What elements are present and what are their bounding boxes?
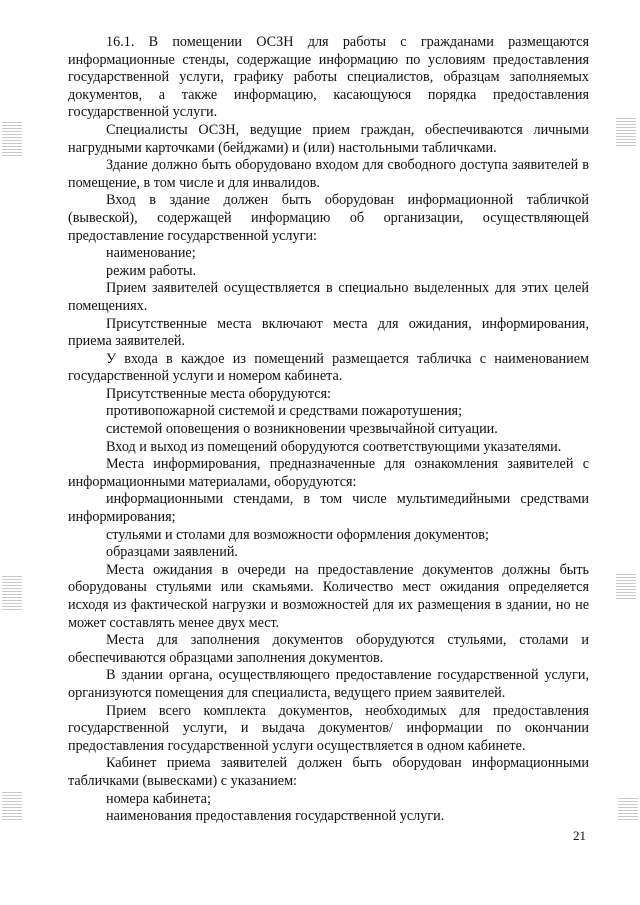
paragraph-info-places: Места информирования, предназначенные для ознакомления заявителей с информационными материалами, оборудуются:	[68, 456, 589, 490]
scan-artifact	[616, 118, 636, 148]
scan-artifact	[2, 122, 22, 158]
paragraph-reception-rooms: Прием заявителей осуществляется в специально выделенных для этих целей помещениях.	[68, 280, 589, 314]
paragraph-specialist-rooms: В здании органа, осуществляющего предоставление государственной услуги, организуются помещения для специалиста, ведущего прием заявителей.	[68, 667, 589, 701]
list-item: режим работы.	[106, 262, 197, 279]
paragraph-exits: Вход и выход из помещений оборудуются соответствующими указателями.	[106, 438, 562, 455]
scan-artifact	[2, 792, 22, 822]
paragraph-info-stands: информационными стендами, в том числе мультимедийными средствами информирования;	[68, 491, 589, 526]
list-item: номера кабинета;	[106, 790, 211, 807]
list-item: стульями и столами для возможности оформления документов;	[106, 526, 489, 543]
paragraph-filling-places: Места для заполнения документов оборудуются стульями, столами и обеспечиваются образцами заполнения документов.	[68, 632, 589, 666]
paragraph-entrance-sign: Вход в здание должен быть оборудован информационной табличкой (вывеской), содержащей информацию об организации, осуществляющей предоставление государственной услуги:	[68, 192, 589, 244]
paragraph-one-office: Прием всего комплекта документов, необходимых для предоставления государственной услуги, и выдача документов/ информации по окончании предоставления государственной услуги осуществляется в одном кабинете.	[68, 702, 589, 754]
paragraph-waiting-places: Места ожидания в очереди на предоставление документов должны быть оборудованы стульями или скамьями. Количество мест ожидания определяется исходя из фактической нагрузки и возможностей для их размещения в здании, но не может составлять менее двух мест.	[68, 561, 589, 631]
paragraph-office-signs: Кабинет приема заявителей должен быть оборудован информационными табличками (вывесками) с указанием:	[68, 755, 589, 789]
document-body	[68, 34, 589, 826]
paragraph-public-places: Присутственные места включают места для ожидания, информирования, приема заявителей.	[68, 315, 589, 350]
scan-artifact	[616, 574, 636, 600]
list-item: системой оповещения о возникновении чрезвычайной ситуации.	[106, 421, 498, 438]
list-item: противопожарной системой и средствами пожаротушения;	[106, 403, 463, 420]
paragraph-badges: Специалисты ОСЗН, ведущие прием граждан, обеспечиваются личными нагрудными карточками (бейджами) и (или) настольными табличками.	[68, 121, 589, 156]
list-item: наименование;	[106, 245, 196, 262]
list-item: наименования предоставления государственной услуги.	[106, 808, 445, 825]
scan-artifact	[2, 576, 22, 610]
paragraph-16-1: 16.1. В помещении ОСЗН для работы с гражданами размещаются информационные стенды, содержащие информацию по условиям предоставления государственной услуги, графику работы специалистов, образцам заполняемых документов, а также информацию, касающуюся порядка предоставления государственной услуги.	[68, 34, 589, 121]
scan-artifact	[618, 798, 638, 820]
list-item: образцами заявлений.	[106, 544, 238, 561]
page-number: 21	[573, 828, 586, 843]
paragraph-places-equipped: Присутственные места оборудуются:	[106, 385, 331, 402]
paragraph-entrance-access: Здание должно быть оборудовано входом для свободного доступа заявителей в помещение, в том числе и для инвалидов.	[68, 157, 589, 191]
paragraph-room-sign: У входа в каждое из помещений размещается табличка с наименованием государственной услуги и номером кабинета.	[68, 350, 589, 385]
